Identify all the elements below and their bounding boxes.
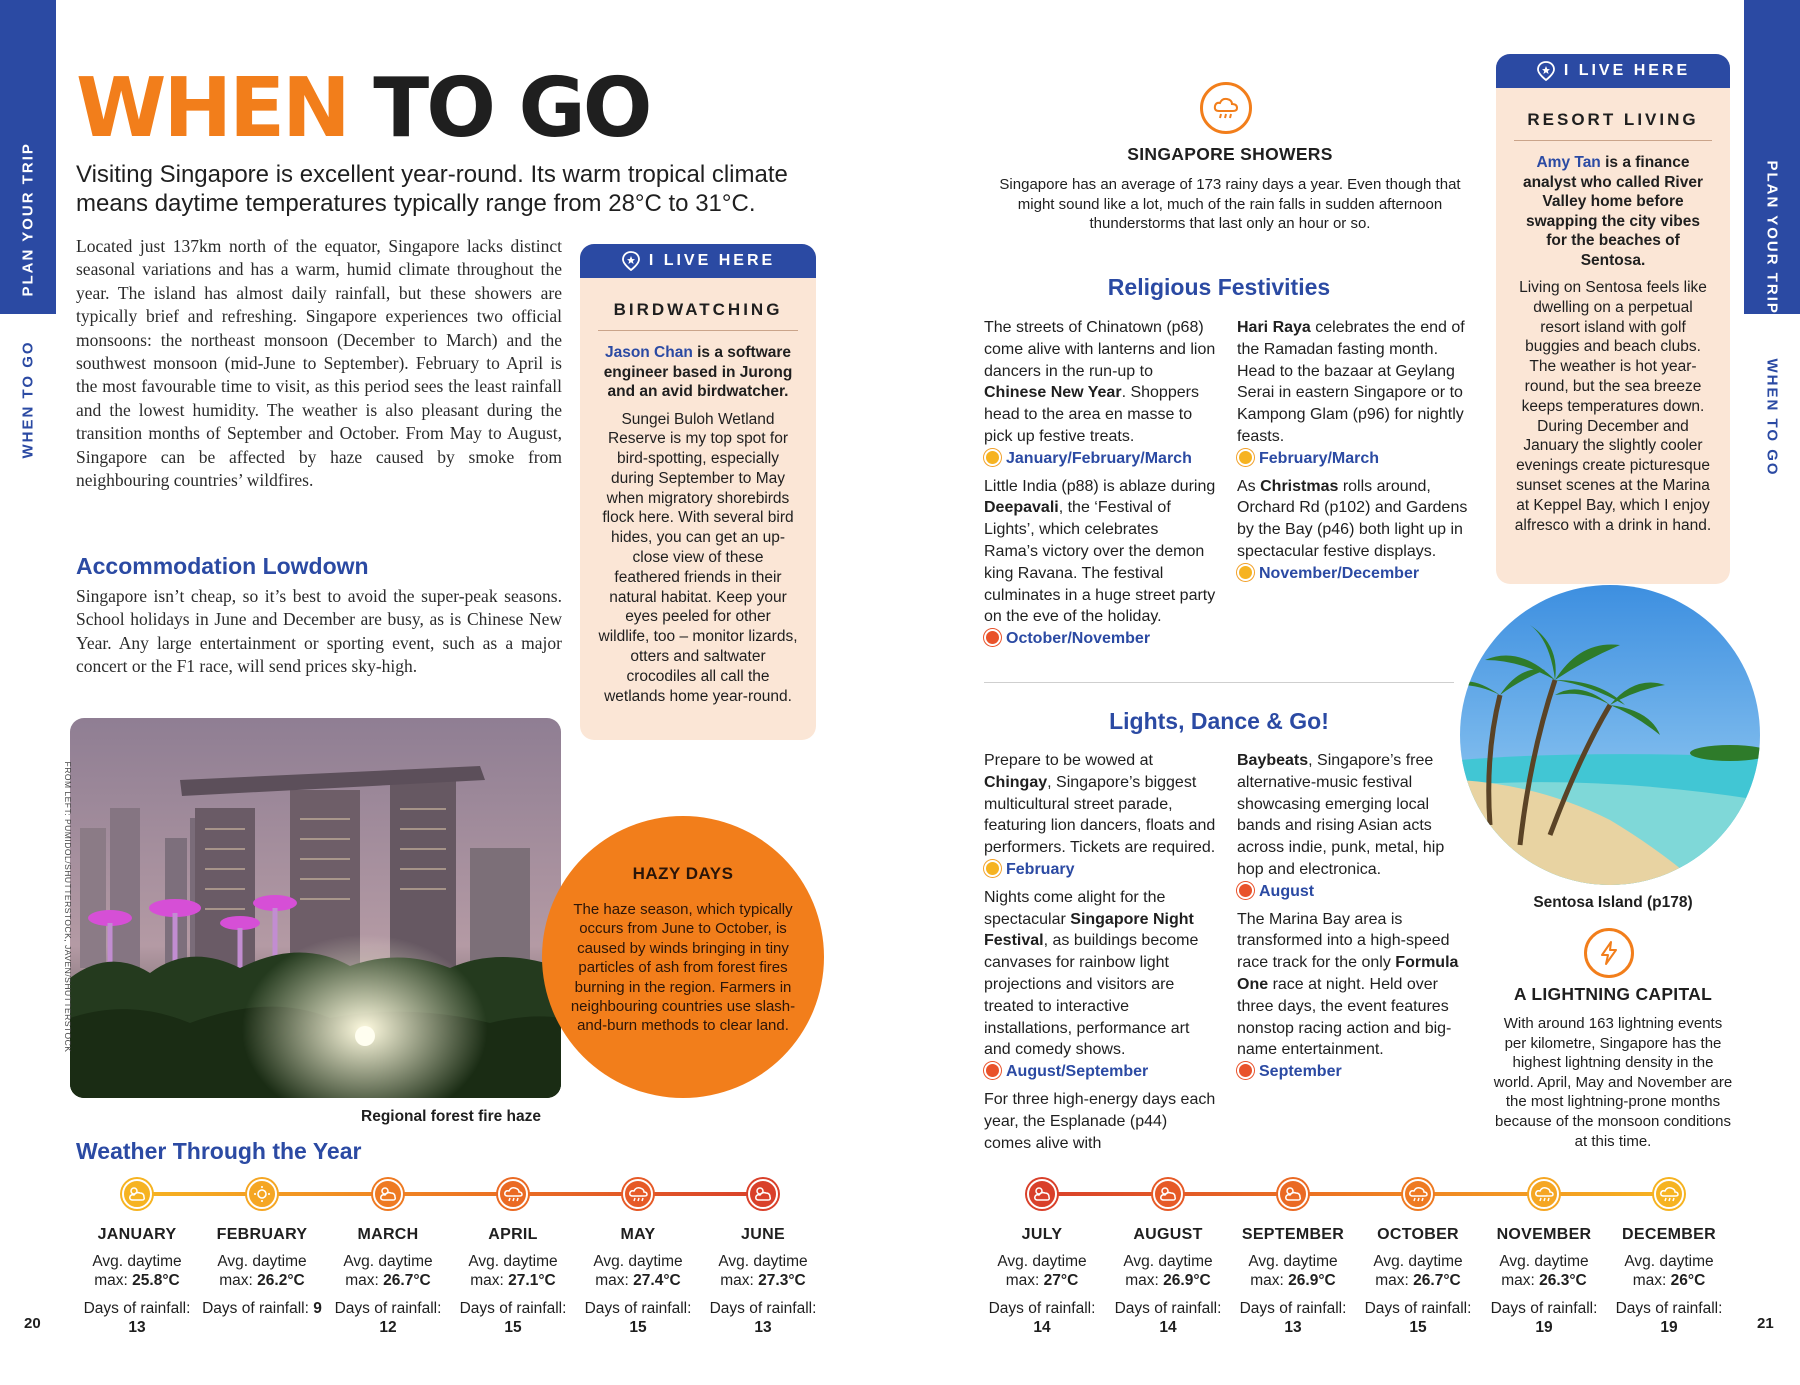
- temp-value: 25.8°C: [132, 1272, 180, 1289]
- month-name: JULY: [1021, 1226, 1063, 1243]
- partly-cloudy-icon: [748, 1179, 778, 1209]
- date-label: August/September: [1006, 1063, 1149, 1081]
- month-name: JANUARY: [97, 1226, 177, 1243]
- accommodation-text: Singapore isn’t cheap, so it’s best to avoid the super-peak seasons. School holidays in June and December are busy, as is Chinese New Year. Any large entertainment or sporting event, such as a major concert or the F1 race, will send prices sky-high.: [76, 586, 562, 677]
- left-sidebar: [0, 0, 56, 1385]
- date-label: February: [1006, 860, 1075, 878]
- month-november: [1482, 1225, 1606, 1338]
- rain-label: Days of rainfall:: [202, 1299, 314, 1317]
- temp-value: 26.9°C: [1163, 1272, 1211, 1289]
- month-april: [451, 1225, 575, 1338]
- resident-name: Amy Tan: [1536, 154, 1601, 171]
- temp-value: 27.4°C: [633, 1272, 681, 1289]
- right-tab: [1744, 0, 1800, 314]
- text: For three high-energy days each year, the Esplanade (p44) comes alive with: [984, 1090, 1216, 1152]
- haze-photo-image: [70, 718, 561, 1098]
- temp-line: [980, 1252, 1104, 1291]
- card-body: Sungei Buloh Wetland Reserve is my top spot for bird-spotting, especially during September to May when migratory shorebirds flock here. With several bird hides, you can get an up-close view of these feathered friends in their natural habitat. Keep your eyes peeled for other wildlife, too – monitor lizards, otters and saltwater crocodiles all call the wetlands home year-round.: [598, 410, 798, 705]
- resident-name: Jason Chan: [604, 344, 693, 361]
- date-label: August: [1259, 882, 1315, 900]
- temp-label: Avg. daytime max:: [468, 1252, 558, 1289]
- month-name: NOVEMBER: [1496, 1226, 1592, 1243]
- festival-name: Christmas: [1260, 477, 1339, 495]
- month-name: OCTOBER: [1377, 1226, 1459, 1243]
- weather-timeline-left: [138, 1192, 762, 1196]
- card-banner-label: I LIVE HERE: [648, 252, 776, 269]
- partly-cloudy-icon: [122, 1179, 152, 1209]
- left-tab-label: PLAN YOUR TRIP: [19, 142, 37, 297]
- festival-name: Singapore Night Festival: [984, 910, 1194, 950]
- text: Prepare to be wowed at: [984, 752, 1153, 769]
- month-december: [1607, 1225, 1731, 1338]
- rain-value: 15: [504, 1319, 522, 1336]
- temp-value: 27°C: [1043, 1272, 1079, 1289]
- rain-label: Days of rainfall:: [1615, 1299, 1723, 1317]
- photo-caption: Regional forest fire haze: [361, 1108, 542, 1125]
- temp-label: Avg. daytime max:: [718, 1252, 808, 1289]
- hazy-text: The haze season, which typically occurs from June to October, is caused by winds bringing in tiny particles of ash from forest fires burning in the region. Farmers in neighbouring countries use slash-and-burn methods to clear land.: [570, 901, 796, 1035]
- month-name: SEPTEMBER: [1241, 1226, 1345, 1243]
- date-label: January/February/March: [1006, 449, 1192, 467]
- partly-cloudy-icon: [1237, 564, 1254, 581]
- lights-heading: Lights, Dance & Go!: [1109, 708, 1329, 734]
- rain-line: [1482, 1299, 1606, 1338]
- storm-cloud-icon: [498, 1179, 528, 1209]
- temp-value: 26.9°C: [1288, 1272, 1336, 1289]
- text: As: [1237, 477, 1261, 495]
- title-word-2: TO GO: [373, 61, 650, 156]
- partly-cloudy-icon: [1237, 1062, 1254, 1079]
- rain-value: 13: [754, 1319, 772, 1336]
- intro-text: Visiting Singapore is excellent year-round. Its warm tropical climate means daytime temperatures typically range from 28°C to 31°C.: [76, 161, 788, 217]
- religious-col-2: [1237, 317, 1469, 585]
- rain-label: Days of rainfall:: [1364, 1299, 1472, 1317]
- rain-line: [980, 1299, 1104, 1338]
- lights-col-1: [984, 750, 1216, 1154]
- text: The streets of Chinatown (p68) come alive with lanterns and lion dancers in the run-up to: [984, 319, 1216, 380]
- text: . Shoppers head to the area en masse to pick up festive treats.: [984, 384, 1199, 445]
- partly-cloudy-icon: [1237, 882, 1254, 899]
- temp-line: [1356, 1252, 1480, 1291]
- lightning-title: A LIGHTNING CAPITAL: [1513, 984, 1713, 1004]
- month-september: [1231, 1225, 1355, 1338]
- temp-line: [75, 1252, 199, 1291]
- rain-label: Days of rainfall:: [709, 1299, 817, 1317]
- card-lead: [1516, 153, 1710, 270]
- partly-cloudy-icon: [984, 1062, 1001, 1079]
- photo-credit: FROM LEFT: PUMIDOL/SHUTTERSTOCK, JAVEN/SHUTTERSTOCK: [63, 761, 73, 1053]
- storm-cloud-icon: [1654, 1179, 1684, 1209]
- partly-cloudy-icon: [1278, 1179, 1308, 1209]
- temp-label: Avg. daytime max:: [1499, 1252, 1589, 1289]
- festival-name: Formula One: [1237, 954, 1459, 993]
- temp-value: 27.3°C: [758, 1272, 806, 1289]
- temp-label: Avg. daytime max:: [92, 1252, 182, 1289]
- festival-name: Chingay: [984, 773, 1048, 791]
- card-banner: [1496, 54, 1730, 88]
- temp-line: [1482, 1252, 1606, 1291]
- page-number-left: 20: [24, 1315, 41, 1332]
- rain-line: [1356, 1299, 1480, 1338]
- storm-cloud-icon: [1403, 1179, 1433, 1209]
- temp-label: Avg. daytime max:: [593, 1252, 683, 1289]
- festival-date: [1237, 881, 1469, 903]
- festival-name: Baybeats: [1237, 752, 1309, 769]
- card-title: BIRDWATCHING: [598, 300, 798, 331]
- festival-date: [1237, 1061, 1469, 1083]
- month-february: [200, 1225, 324, 1318]
- rain-value: 14: [1033, 1319, 1051, 1336]
- left-section-label: WHEN TO GO: [19, 340, 37, 459]
- right-tab-label: PLAN YOUR TRIP: [1763, 160, 1781, 315]
- temp-label: Avg. daytime max:: [1373, 1252, 1463, 1289]
- lightning-text: With around 163 lightning events per kilometre, Singapore has the highest lightning density in the world. April, May and November are the most lightning-prone months because of the monsoon conditions at this time.: [1493, 1015, 1733, 1150]
- photo-credit-container: [56, 760, 72, 1060]
- text: celebrates the end of the Ramadan fasting month. Head to the bazaar at Geylang Serai in eastern Singapore or to Kampong Glam (p96) for nightly feasts.: [1237, 319, 1465, 445]
- temp-label: Avg. daytime max:: [1624, 1252, 1714, 1289]
- rain-value: 15: [629, 1319, 647, 1336]
- partly-cloudy-icon: [1027, 1179, 1057, 1209]
- temp-value: 26.2°C: [257, 1272, 305, 1289]
- temp-line: [200, 1252, 324, 1291]
- month-name: MARCH: [357, 1226, 419, 1243]
- rain-label: Days of rainfall:: [988, 1299, 1096, 1317]
- location-pin-icon: [621, 251, 641, 271]
- text: The Marina Bay area is transformed into a high-speed race track for the only: [1237, 910, 1450, 972]
- temp-label: Avg. daytime max:: [217, 1252, 307, 1289]
- text: Little India (p88) is ablaze during: [984, 477, 1216, 495]
- date-label: October/November: [1006, 630, 1151, 648]
- temp-line: [701, 1252, 825, 1291]
- rain-value: 19: [1535, 1319, 1553, 1336]
- month-name: FEBRUARY: [216, 1226, 308, 1243]
- sentosa-photo-image: [1460, 585, 1760, 885]
- partly-cloudy-icon: [1153, 1179, 1183, 1209]
- festival-date: [1237, 448, 1469, 470]
- lead-text: is a finance analyst who called River Valley home before swapping the city vibes for the beaches of Sentosa.: [1522, 154, 1704, 269]
- card-lead: [600, 343, 796, 402]
- temp-label: Avg. daytime max:: [1123, 1252, 1213, 1289]
- festival-name: Deepavali: [984, 499, 1059, 517]
- month-october: [1356, 1225, 1480, 1338]
- month-june: [701, 1225, 825, 1338]
- rain-label: Days of rainfall:: [1490, 1299, 1598, 1317]
- rain-line: [701, 1299, 825, 1338]
- month-name: JUNE: [741, 1226, 785, 1243]
- card-banner: [580, 244, 816, 278]
- weather-heading: Weather Through the Year: [76, 1138, 362, 1164]
- resort-living-card: [1496, 54, 1730, 584]
- weather-timeline-right: [1040, 1192, 1668, 1196]
- rain-line: [326, 1299, 450, 1338]
- religious-col-1: [984, 317, 1216, 650]
- rain-line: [75, 1299, 199, 1338]
- rain-line: [1231, 1299, 1355, 1338]
- rain-value: 15: [1409, 1319, 1427, 1336]
- rain-label: Days of rainfall:: [334, 1299, 442, 1317]
- card-body: Living on Sentosa feels like dwelling on a perpetual resort island with golf buggies and beach clubs. The weather is hot year-round, but the sea breeze keeps temperatures down. During December and January the slightly cooler evenings create picturesque sunset scenes at the Marina at Keppel Bay, which I enjoy alfresco with a drink in hand.: [1514, 279, 1712, 534]
- text: rolls around, Orchard Rd (p102) and Gardens by the Bay (p46) both light up in spectacular festive displays.: [1237, 477, 1468, 560]
- month-january: [75, 1225, 199, 1338]
- temp-value: 27.1°C: [508, 1272, 556, 1289]
- month-name: APRIL: [488, 1226, 538, 1243]
- sun-icon: [984, 449, 1001, 466]
- text: , as buildings become canvases for rainbow light projections and visitors are treated to interactive installations, performance art and comedy shows.: [984, 932, 1199, 1059]
- festival-date: [984, 448, 1216, 470]
- lead-text: is a software engineer based in Jurong and an avid birdwatcher.: [603, 344, 793, 400]
- text: Nights come alight for the spectacular: [984, 888, 1166, 928]
- temp-line: [451, 1252, 575, 1291]
- storm-cloud-icon: [1529, 1179, 1559, 1209]
- lights-col-2: [1237, 750, 1469, 1083]
- text: , the ‘Festival of Lights’, which celebrates Rama’s victory over the demon king Ravana. The festival culminates in a huge street party on the eve of the holiday.: [984, 499, 1216, 626]
- temp-label: Avg. daytime max:: [1248, 1252, 1338, 1289]
- partly-cloudy-icon: [373, 1179, 403, 1209]
- card-title: RESORT LIVING: [1514, 110, 1712, 141]
- rain-line: [1106, 1299, 1230, 1338]
- body-text: Located just 137km north of the equator, Singapore lacks distinct seasonal variations and has a warm, humid climate throughout the year. The island has almost daily rainfall, but these showers are typically brief and refreshing. Singapore experiences two official monsoons: the northeast monsoon (December to March) and the southwest monsoon (mid-June to September). February to April is the most favourable time to visit, as this period sees the least rainfall and the lowest humidity. The weather is also pleasant during the transition months of September and October. From May to August, Singapore can be affected by haze caused by smoke from neighbouring countries’ wildfires.: [76, 236, 562, 491]
- text: race at night. Held over three days, the event features nonstop racing action and big-name entertainment.: [1237, 975, 1452, 1059]
- temp-line: [1607, 1252, 1731, 1291]
- rain-label: Days of rainfall:: [83, 1299, 191, 1317]
- sun-icon: [1237, 449, 1254, 466]
- rain-label: Days of rainfall:: [459, 1299, 567, 1317]
- temp-line: [1231, 1252, 1355, 1291]
- lightning-icon: [1584, 928, 1634, 978]
- temp-line: [326, 1252, 450, 1291]
- showers-text: Singapore has an average of 173 rainy days a year. Even though that might sound like a lot, much of the rain falls in sudden afternoon thunderstorms that last only an hour or so.: [999, 176, 1461, 232]
- showers-title: SINGAPORE SHOWERS: [1127, 144, 1333, 164]
- rain-label: Days of rainfall:: [1239, 1299, 1347, 1317]
- religious-heading: Religious Festivities: [1107, 274, 1331, 300]
- date-label: November/December: [1259, 564, 1420, 582]
- text: , Singapore’s biggest multicultural street parade, featuring lion dancers, floats and performers. Tickets are required.: [984, 773, 1216, 857]
- sun-icon: [247, 1179, 277, 1209]
- rain-line: [451, 1299, 575, 1338]
- rain-line: [200, 1299, 324, 1319]
- festival-name: Hari Raya: [1237, 319, 1311, 336]
- date-label: February/March: [1259, 449, 1380, 467]
- rain-value: 12: [379, 1319, 397, 1336]
- storm-icon: [984, 629, 1001, 646]
- festival-date: [984, 628, 1216, 650]
- page-number-right: 21: [1757, 1315, 1774, 1332]
- sun-icon: [984, 860, 1001, 877]
- title-word-1: WHEN: [76, 61, 348, 156]
- text: , Singapore’s free alternative-music festival showcasing emerging local bands and rising Asian acts across indie, punk, metal, hip hop and electronica.: [1237, 752, 1445, 878]
- rain-value: 14: [1159, 1319, 1177, 1336]
- rain-line: [1607, 1299, 1731, 1338]
- temp-line: [576, 1252, 700, 1291]
- rain-value: 13: [1284, 1319, 1302, 1336]
- festival-name: Chinese New Year: [984, 384, 1122, 402]
- rain-cloud-icon: [1200, 82, 1252, 134]
- location-pin-icon: [1536, 61, 1556, 81]
- month-name: DECEMBER: [1622, 1226, 1716, 1243]
- rain-value: 19: [1660, 1319, 1678, 1336]
- birdwatching-card: [580, 244, 816, 740]
- left-tab: [0, 0, 56, 314]
- rain-label: Days of rainfall:: [584, 1299, 692, 1317]
- festival-date: [1237, 563, 1469, 585]
- card-banner-label: I LIVE HERE: [1563, 62, 1691, 79]
- accommodation-heading: Accommodation Lowdown: [76, 553, 369, 579]
- date-label: September: [1259, 1063, 1342, 1081]
- hazy-title: HAZY DAYS: [632, 864, 734, 883]
- festival-date: [984, 1061, 1216, 1083]
- temp-value: 26.7°C: [383, 1272, 431, 1289]
- month-march: [326, 1225, 450, 1338]
- month-may: [576, 1225, 700, 1338]
- sentosa-photo: [1460, 585, 1760, 885]
- page-title: [76, 61, 650, 156]
- sentosa-caption: Sentosa Island (p178): [1533, 894, 1693, 911]
- rain-value: 13: [128, 1319, 146, 1336]
- temp-value: 26.3°C: [1539, 1272, 1587, 1289]
- month-name: MAY: [620, 1226, 656, 1243]
- month-name: AUGUST: [1133, 1226, 1203, 1243]
- temp-value: 26°C: [1670, 1272, 1706, 1289]
- storm-cloud-icon: [623, 1179, 653, 1209]
- temp-label: Avg. daytime max:: [343, 1252, 433, 1289]
- temp-line: [1106, 1252, 1230, 1291]
- temp-label: Avg. daytime max:: [997, 1252, 1087, 1289]
- haze-photo: [70, 718, 561, 1098]
- right-section-label: WHEN TO GO: [1763, 358, 1781, 477]
- month-august: [1106, 1225, 1230, 1338]
- temp-value: 26.7°C: [1413, 1272, 1461, 1289]
- month-july: [980, 1225, 1104, 1338]
- rain-value: 9: [313, 1299, 322, 1317]
- section-divider: [984, 682, 1454, 683]
- hazy-days-circle: [542, 816, 824, 1098]
- rain-label: Days of rainfall:: [1114, 1299, 1222, 1317]
- rain-line: [576, 1299, 700, 1338]
